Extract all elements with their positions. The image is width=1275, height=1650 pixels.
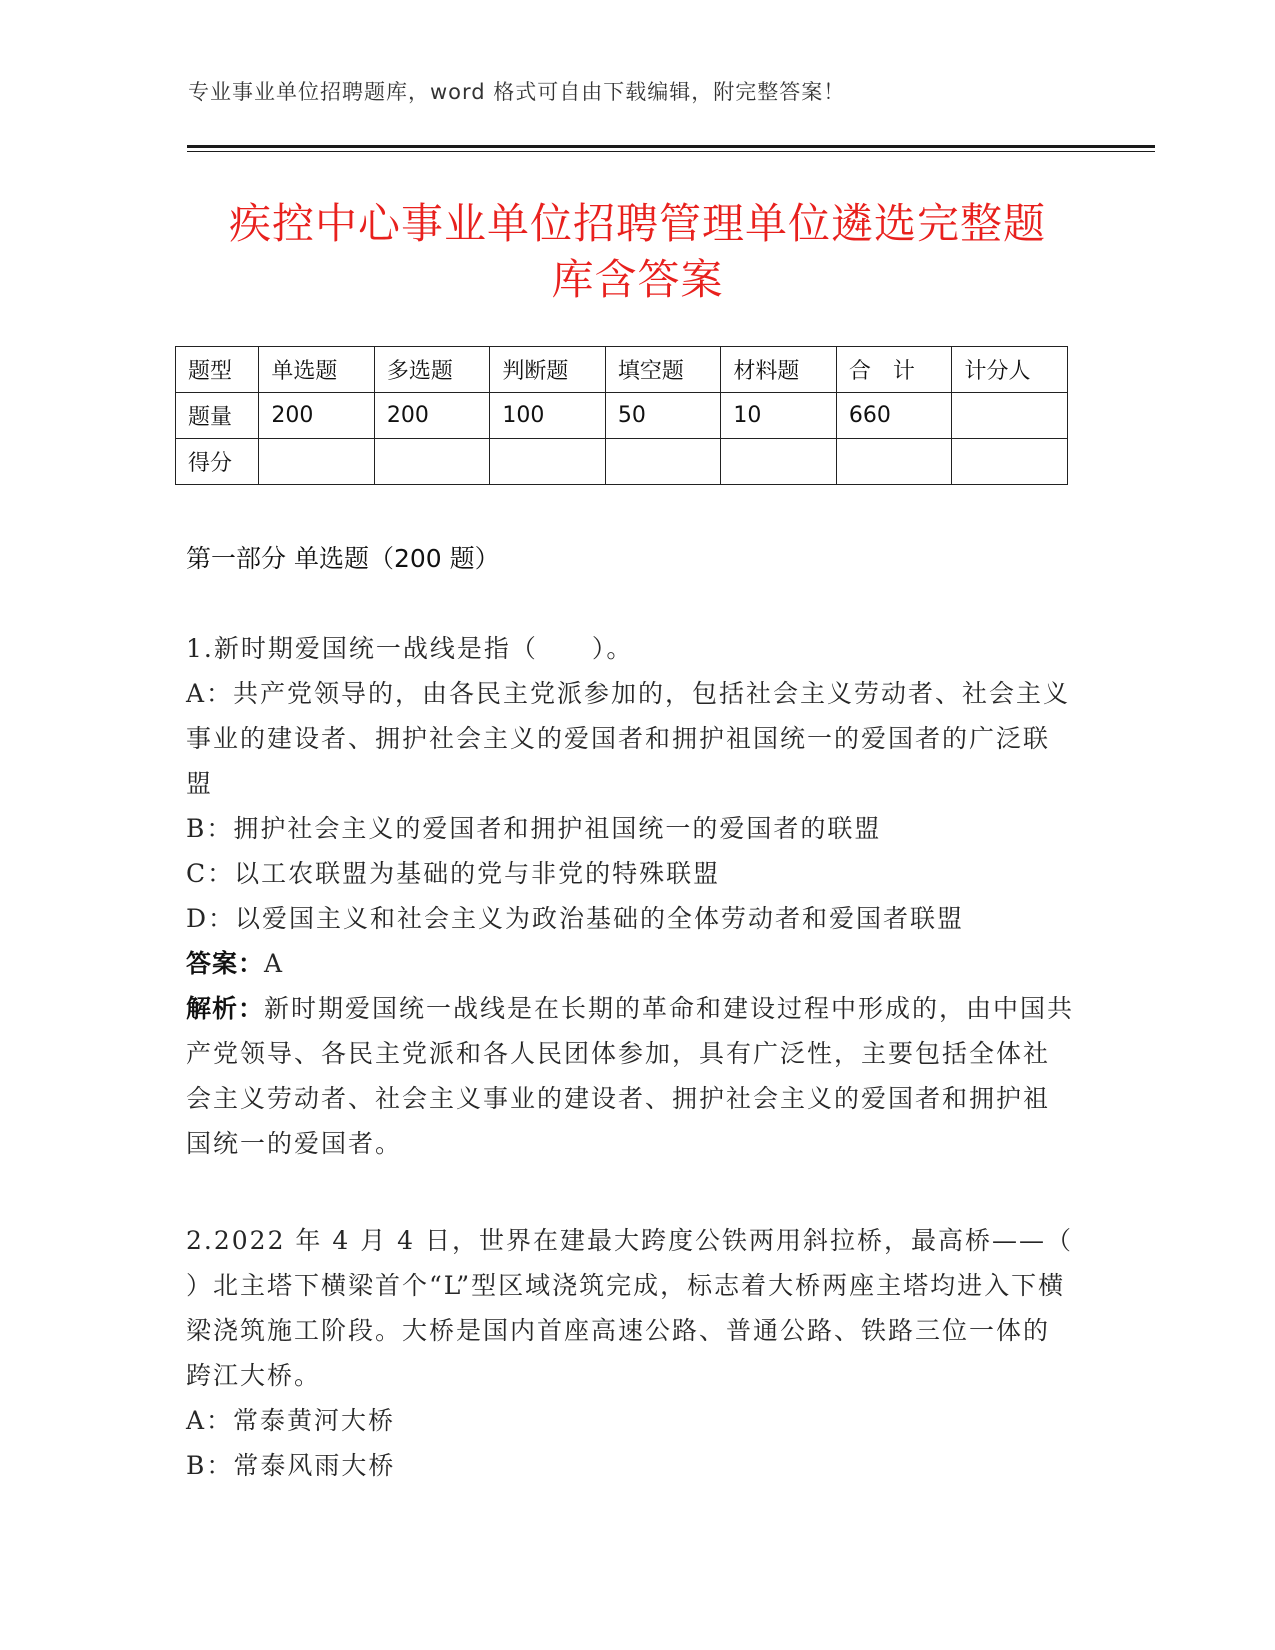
answer-value: A	[264, 949, 285, 978]
table-cell: 单选题	[259, 347, 375, 393]
table-cell	[952, 393, 1068, 439]
analysis-text: 新时期爱国统一战线是在长期的革命和建设过程中形成的，由中国共产党领导、各民主党派和各人民团体参加，具有广泛性，主要包括全体社会主义劳动者、社会主义事业的建设者、拥护社会主义的爱国者和拥护祖国统一的爱国者。	[186, 994, 1075, 1158]
analysis-label: 解析：	[186, 994, 265, 1023]
option-d: D：以爱国主义和社会主义为政治基础的全体劳动者和爱国者联盟	[186, 904, 965, 933]
table-cell	[605, 439, 721, 485]
table-cell: 660	[836, 393, 952, 439]
section-title: 第一部分 单选题（200 题）	[186, 544, 500, 573]
document-title	[170, 196, 1105, 308]
header-divider-thick	[187, 145, 1155, 148]
question-stem: 2.2022 年 4 月 4 日，世界在建最大跨度公铁两用斜拉桥，最高桥——（ ）北主塔下横梁首个“L”型区域浇筑完成，标志着大桥两座主塔均进入下横梁浇筑施工阶段。大桥是国内首座高速公路、普通公路、铁路三位一体的跨江大桥。	[186, 1226, 1074, 1390]
table-cell: 10	[721, 393, 837, 439]
table-cell: 判断题	[490, 347, 606, 393]
answer-line	[186, 941, 1076, 986]
table-cell: 材料题	[721, 347, 837, 393]
option-b: B：常泰风雨大桥	[186, 1451, 396, 1480]
document-title-line-1: 疾控中心事业单位招聘管理单位遴选完整题	[228, 199, 1046, 248]
option-a: A：常泰黄河大桥	[186, 1406, 396, 1435]
table-cell: 填空题	[605, 347, 721, 393]
table-cell: 合 计	[836, 347, 952, 393]
table-cell	[721, 439, 837, 485]
page-header-text: 专业事业单位招聘题库，word 格式可自由下载编辑，附完整答案！	[188, 80, 846, 104]
table-cell: 200	[374, 393, 490, 439]
score-table	[175, 346, 1068, 485]
table-cell	[490, 439, 606, 485]
table-cell: 多选题	[374, 347, 490, 393]
question-stem: 1.新时期爱国统一战线是指（ ）。	[186, 634, 634, 663]
table-cell	[259, 439, 375, 485]
option-c: C：以工农联盟为基础的党与非党的特殊联盟	[186, 859, 721, 888]
table-cell	[836, 439, 952, 485]
table-cell: 200	[259, 393, 375, 439]
score-table-score-row	[176, 439, 1068, 485]
option-a: A：共产党领导的，由各民主党派参加的，包括社会主义劳动者、社会主义事业的建设者、拥护社会主义的爱国者和拥护祖国统一的爱国者的广泛联盟	[186, 679, 1071, 798]
option-b: B：拥护社会主义的爱国者和拥护祖国统一的爱国者的联盟	[186, 814, 882, 843]
document-title-line-2: 库含答案	[551, 255, 724, 304]
question-2	[186, 1218, 1076, 1488]
score-table-header-row	[176, 347, 1068, 393]
table-cell: 50	[605, 393, 721, 439]
header-divider-thin	[187, 151, 1155, 152]
table-cell: 计分人	[952, 347, 1068, 393]
question-1	[186, 626, 1076, 1166]
table-cell	[952, 439, 1068, 485]
table-cell: 得分	[176, 439, 259, 485]
table-cell: 题型	[176, 347, 259, 393]
table-cell	[374, 439, 490, 485]
score-table-count-row	[176, 393, 1068, 439]
table-cell: 100	[490, 393, 606, 439]
analysis-paragraph	[186, 986, 1076, 1166]
answer-label: 答案：	[186, 949, 265, 978]
table-cell: 题量	[176, 393, 259, 439]
